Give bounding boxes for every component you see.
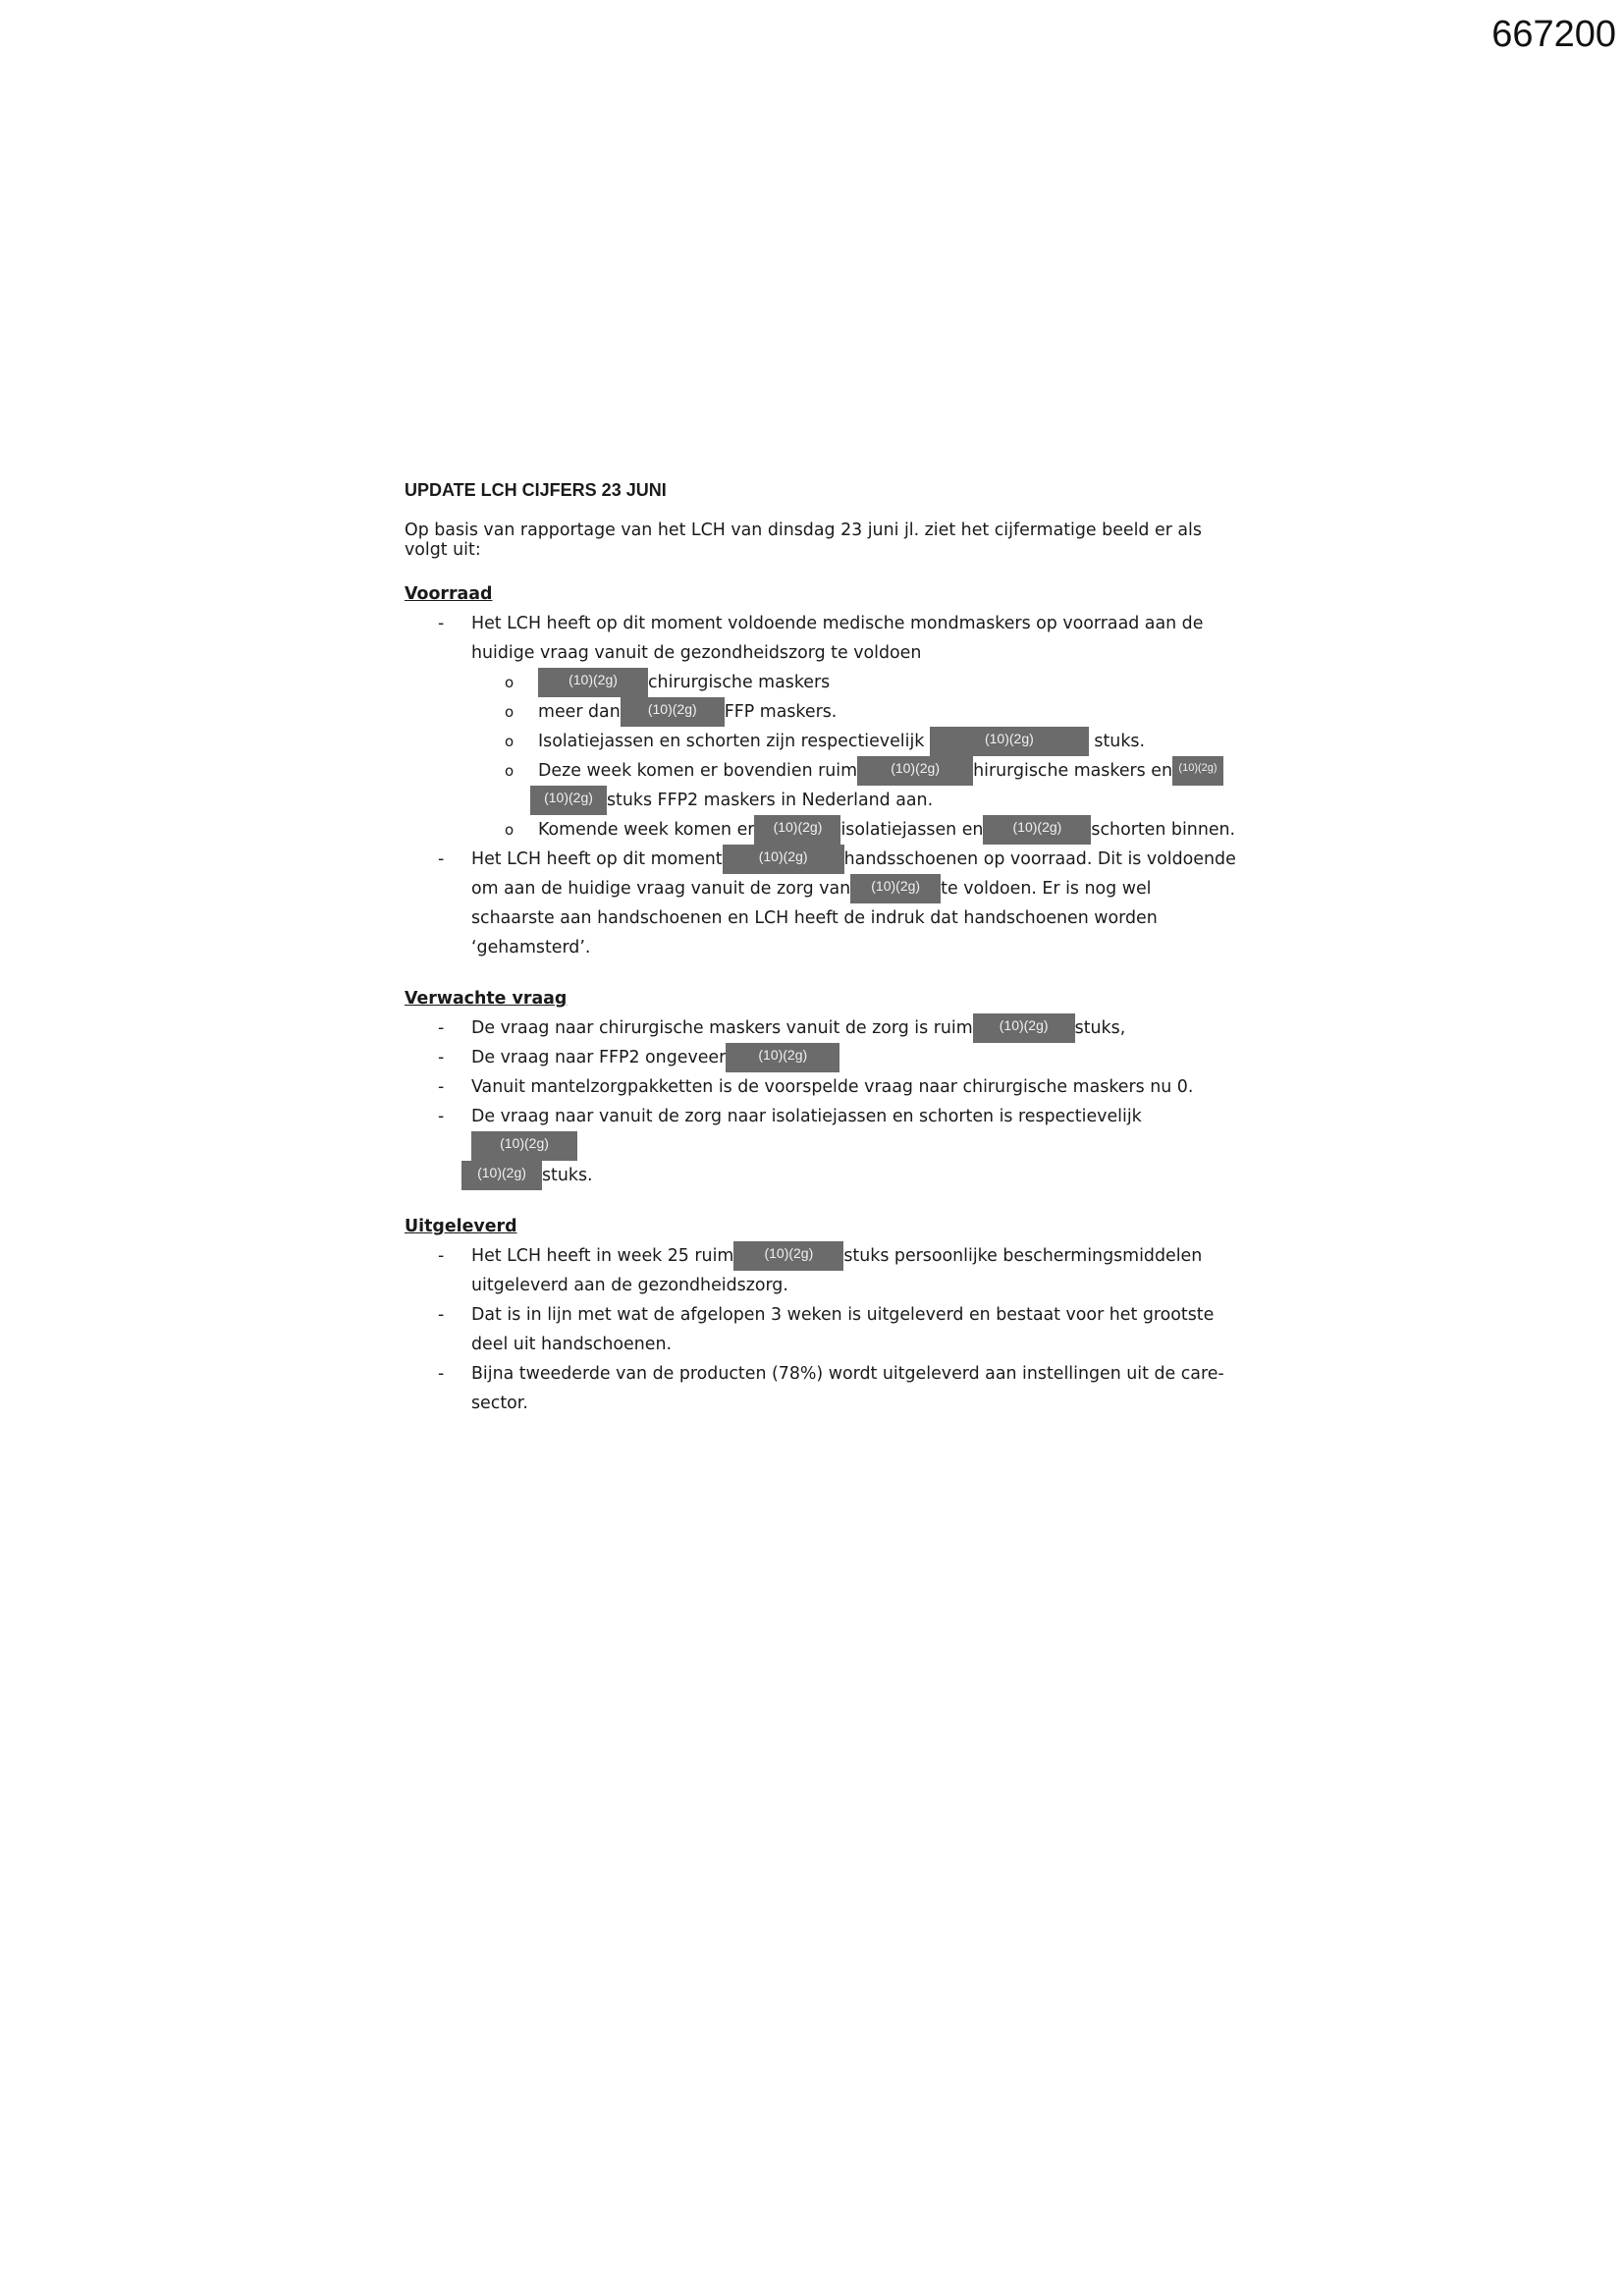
document-page [405, 475, 1239, 1418]
redaction-box: (10)(2g) [530, 786, 607, 815]
list-item: o (10)(2g) chirurgische maskers [471, 668, 1239, 697]
redaction-box: (10)(2g) [930, 727, 1089, 756]
list-item: - De vraag naar vanuit de zorg naar isolatiejassen en schorten is respectievelijk(10)(2g) (10)(2g) stuks. [405, 1102, 1239, 1190]
list-item: o Komende week komen er (10)(2g) isolatiejassen en (10)(2g) schorten binnen. [471, 815, 1239, 845]
verwachte-vraag-list [405, 1013, 1239, 1190]
list-item: - Het LCH heeft op dit moment (10)(2g) handsschoenen op voorraad. Dit is voldoende om aan de huidige vraag vanuit de zorg van (10)(2g) te voldoen. Er is nog wel schaarste aan handschoenen en LCH heeft de indruk dat handschoenen worden ‘gehamsterd’. [405, 845, 1239, 962]
redaction-box: (10)(2g) [733, 1241, 843, 1271]
intro-paragraph: Op basis van rapportage van het LCH van dinsdag 23 juni jl. ziet het cijfermatige beeld er als volgt uit: [405, 520, 1202, 560]
redaction-box: (10)(2g) [621, 697, 725, 727]
list-item: - De vraag naar chirurgische maskers vanuit de zorg is ruim (10)(2g) stuks, [405, 1013, 1239, 1043]
redaction-box: (10)(2g) [538, 668, 648, 697]
redaction-box: (10)(2g) [983, 815, 1091, 845]
redaction-box: (10)(2g) [471, 1131, 577, 1161]
list-item: - Het LCH heeft in week 25 ruim (10)(2g) stuks persoonlijke beschermingsmiddelen uitgeleverd aan de gezondheidszorg. [405, 1241, 1239, 1300]
list-item: o meer dan (10)(2g) FFP maskers. [471, 697, 1239, 727]
heading-uitgeleverd: Uitgeleverd [405, 1217, 517, 1236]
redaction-box: (10)(2g) [754, 815, 840, 845]
redaction-box: (10)(2g) [726, 1043, 839, 1072]
redaction-box: (10)(2g) [1172, 756, 1223, 786]
redaction-box: (10)(2g) [850, 874, 941, 903]
list-item: - Bijna tweederde van de producten (78%) wordt uitgeleverd aan instellingen uit de care-sector. [405, 1359, 1239, 1418]
document-title: UPDATE LCH CIJFERS 23 JUNI [405, 480, 667, 500]
list-item: - Het LCH heeft op dit moment voldoende medische mondmaskers op voorraad aan de huidige vraag vanuit de gezondheidszorg te voldoen o (10)(2g) chirurgische maskers o meer dan (10)(2g) FFP maskers. o Isolatiejassen en schorten zijn respectievelijk (10)(2g) stuks. o Deze week komen er bovendien ruim (10)(2g) hirurgische maskers en (10)(2g) (10)(2g) stuks FFP2 maskers in Nederland aan. o Komende week komen er (10)(2g) isolatiejassen en (10)(2g) schorten binnen. [405, 609, 1239, 845]
heading-voorraad: Voorraad [405, 584, 493, 604]
redaction-box: (10)(2g) [973, 1013, 1075, 1043]
list-item: o Deze week komen er bovendien ruim (10)(2g) hirurgische maskers en (10)(2g) (10)(2g) stuks FFP2 maskers in Nederland aan. [471, 756, 1239, 815]
list-item: - Dat is in lijn met wat de afgelopen 3 weken is uitgeleverd en bestaat voor het grootste deel uit handschoenen. [405, 1300, 1239, 1359]
voorraad-list [405, 609, 1239, 962]
list-item: o Isolatiejassen en schorten zijn respectievelijk (10)(2g) stuks. [471, 727, 1239, 756]
document-number: 667200 [1491, 14, 1616, 55]
voorraad-sublist [471, 668, 1239, 845]
redaction-box: (10)(2g) [723, 845, 844, 874]
redaction-box: (10)(2g) [461, 1161, 542, 1190]
list-item: - De vraag naar FFP2 ongeveer (10)(2g) [405, 1043, 1239, 1072]
uitgeleverd-list [405, 1241, 1239, 1418]
list-item: - Vanuit mantelzorgpakketten is de voorspelde vraag naar chirurgische maskers nu 0. [405, 1072, 1239, 1102]
redaction-box: (10)(2g) [857, 756, 973, 786]
heading-verwachte-vraag: Verwachte vraag [405, 989, 568, 1009]
